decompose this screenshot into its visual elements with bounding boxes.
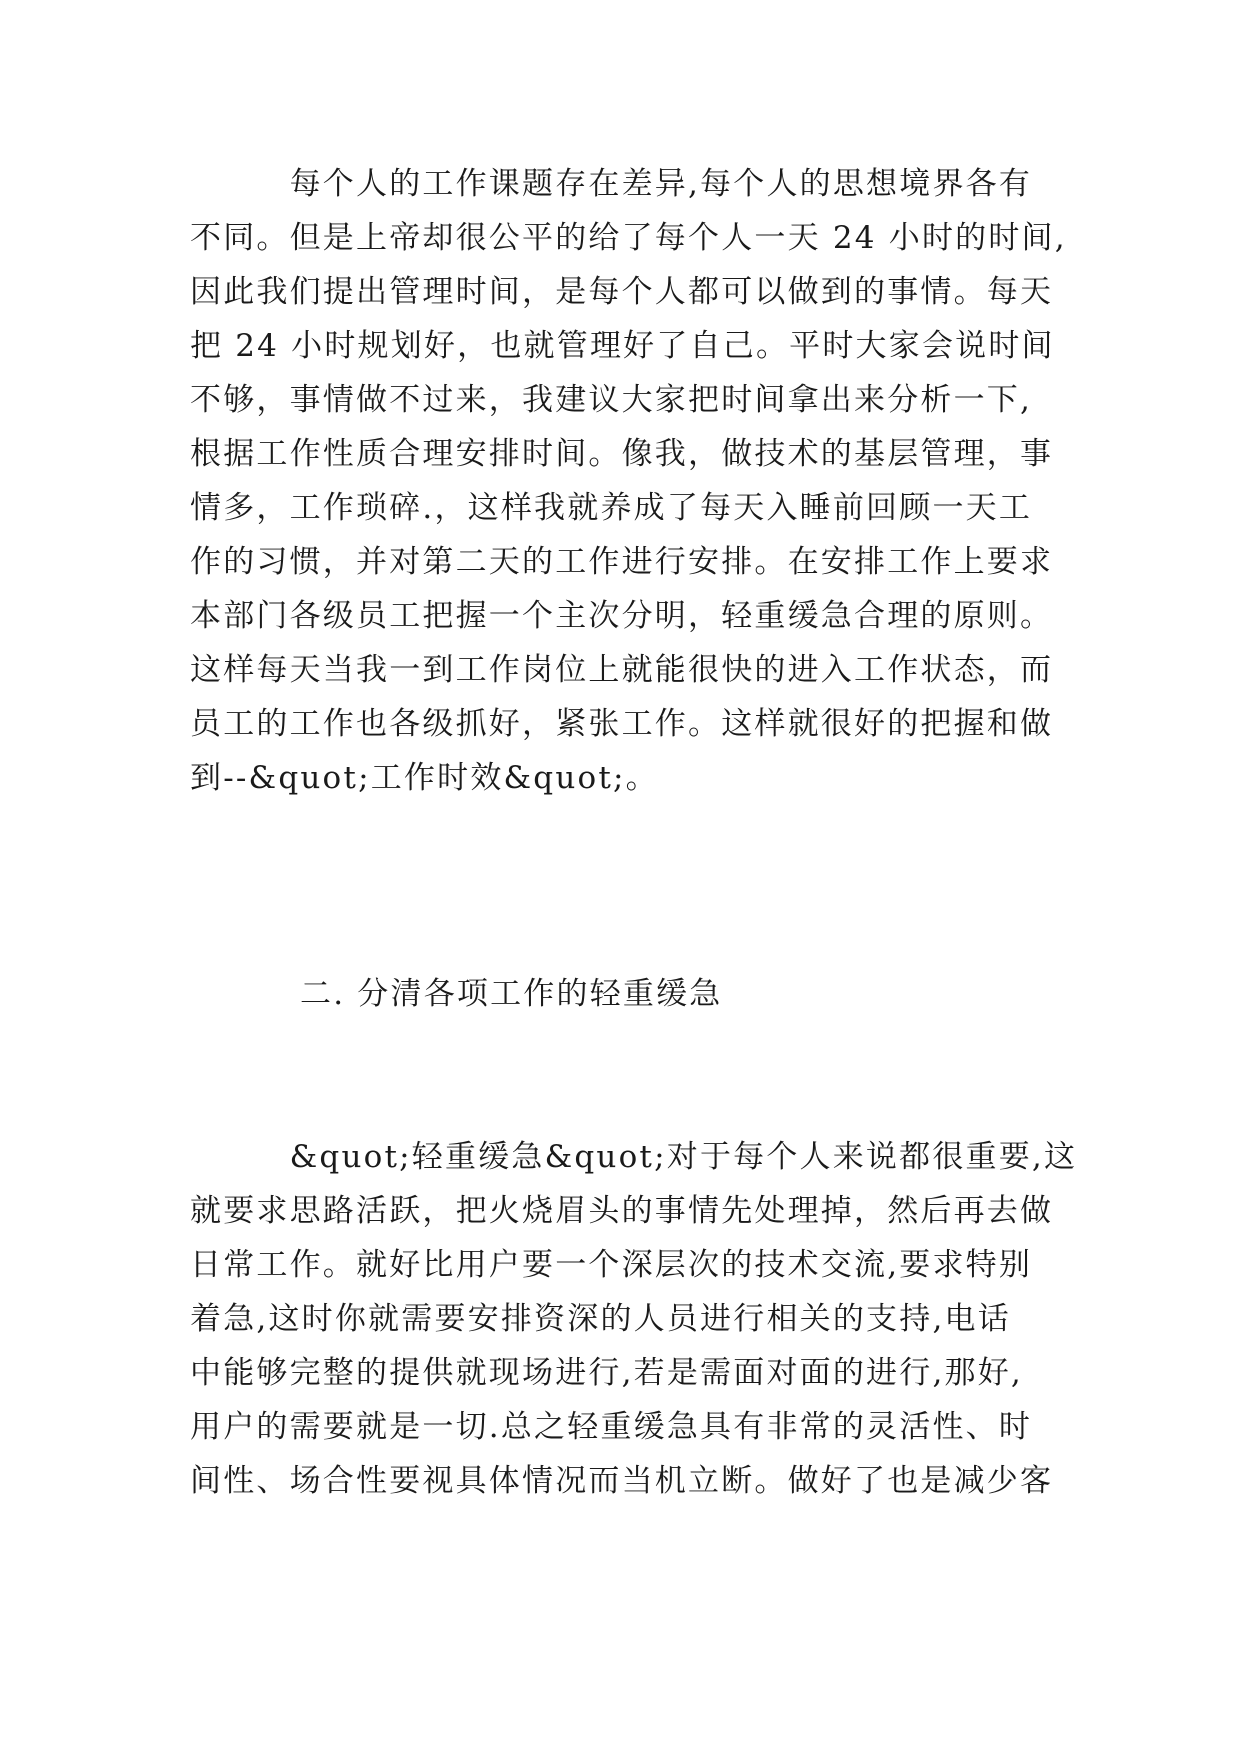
text-line: 中能够完整的提供就现场进行,若是需面对面的进行,那好, bbox=[190, 1355, 1023, 1391]
text-line: 把 24 小时规划好，也就管理好了自己。平时大家会说时间 bbox=[190, 328, 1055, 364]
text-line: 每个人的工作课题存在差异,每个人的思想境界各有 bbox=[190, 166, 1033, 202]
text-line: 本部门各级员工把握一个主次分明，轻重缓急合理的原则。 bbox=[190, 598, 1054, 634]
text-line: 就要求思路活跃，把火烧眉头的事情先处理掉，然后再去做 bbox=[190, 1193, 1054, 1229]
text-line: 作的习惯，并对第二天的工作进行安排。在安排工作上要求 bbox=[190, 544, 1054, 580]
text-line: 员工的工作也各级抓好，紧张工作。这样就很好的把握和做 bbox=[190, 706, 1054, 742]
text-line: &quot;轻重缓急&quot;对于每个人来说都很重要,这 bbox=[190, 1139, 1078, 1175]
text-line: 用户的需要就是一切.总之轻重缓急具有非常的灵活性、时 bbox=[190, 1409, 1033, 1445]
text-line: 日常工作。就好比用户要一个深层次的技术交流,要求特别 bbox=[190, 1247, 1033, 1283]
text-line: 根据工作性质合理安排时间。像我，做技术的基层管理，事 bbox=[190, 436, 1054, 472]
text-line: 因此我们提出管理时间，是每个人都可以做到的事情。每天 bbox=[190, 274, 1054, 310]
text-line: 着急,这时你就需要安排资深的人员进行相关的支持,电话 bbox=[190, 1301, 1011, 1337]
text-line: 不够，事情做不过来，我建议大家把时间拿出来分析一下, bbox=[190, 382, 1033, 418]
text-line: 到--&quot;工作时效&quot;。 bbox=[190, 760, 659, 796]
paragraph-priorities bbox=[190, 1130, 1078, 1508]
text-line: 这样每天当我一到工作岗位上就能很快的进入工作状态，而 bbox=[190, 652, 1054, 688]
text-line: 情多，工作琐碎.，这样我就养成了每天入睡前回顾一天工 bbox=[190, 490, 1033, 526]
paragraph-time-management bbox=[190, 157, 1067, 805]
text-line: 间性、场合性要视具体情况而当机立断。做好了也是减少客 bbox=[190, 1463, 1054, 1499]
section-heading: 二. 分清各项工作的轻重缓急 bbox=[300, 976, 723, 1012]
text-line: 不同。但是上帝却很公平的给了每个人一天 24 小时的时间, bbox=[190, 220, 1067, 256]
